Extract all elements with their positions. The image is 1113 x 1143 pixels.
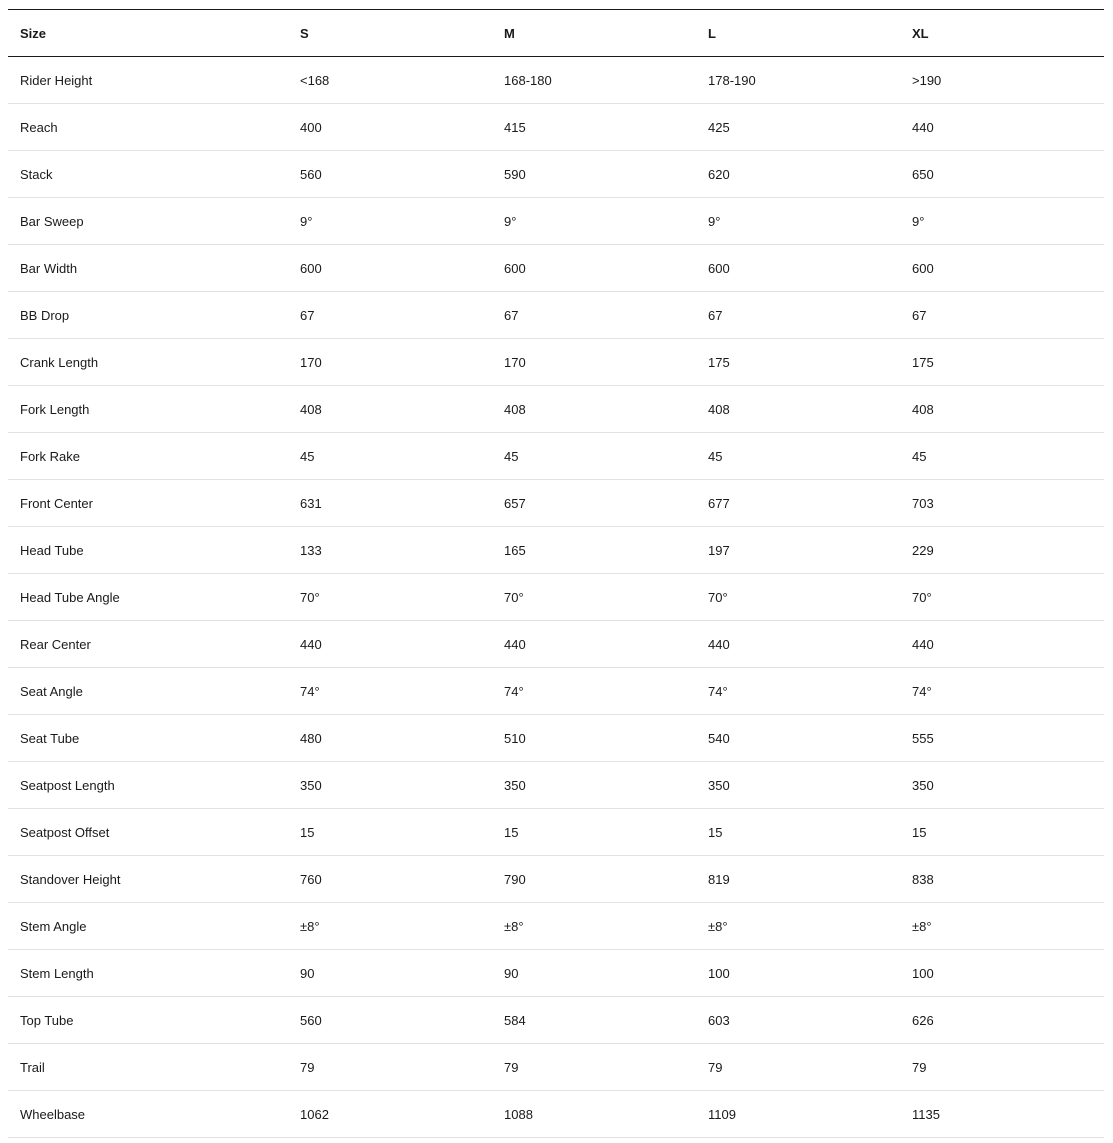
value-m: 70° — [504, 589, 524, 605]
table-header — [8, 10, 1104, 57]
value-s: 133 — [300, 542, 322, 558]
value-l: 677 — [708, 495, 730, 511]
column-header-s: S — [300, 25, 309, 41]
value-xl: 15 — [912, 824, 927, 840]
table-row — [8, 527, 1104, 574]
value-l: 67 — [708, 307, 723, 323]
value-xl: 9° — [912, 213, 925, 229]
value-xl: 67 — [912, 307, 927, 323]
column-header-m: M — [504, 25, 515, 41]
value-l: 175 — [708, 354, 730, 370]
value-xl: 74° — [912, 683, 932, 699]
value-l: 45 — [708, 448, 723, 464]
table-row — [8, 339, 1104, 386]
value-s: 440 — [300, 636, 322, 652]
row-label: Seat Tube — [20, 730, 80, 746]
value-s: 74° — [300, 683, 320, 699]
value-xl: 1135 — [912, 1106, 940, 1122]
value-s: 170 — [300, 354, 322, 370]
value-s: 560 — [300, 1012, 322, 1028]
row-label: Trail — [20, 1059, 45, 1075]
value-l: 1109 — [708, 1106, 736, 1122]
column-header-l: L — [708, 25, 716, 41]
table-row — [8, 104, 1104, 151]
value-s: 408 — [300, 401, 322, 417]
value-s: 560 — [300, 166, 322, 182]
value-s: 90 — [300, 965, 315, 981]
value-l: 197 — [708, 542, 730, 558]
row-label: Head Tube — [20, 542, 84, 558]
value-m: ±8° — [504, 918, 524, 934]
value-xl: 555 — [912, 730, 934, 746]
value-xl: 838 — [912, 871, 934, 887]
value-xl: 626 — [912, 1012, 934, 1028]
row-label: Reach — [20, 119, 58, 135]
value-s: 9° — [300, 213, 313, 229]
row-label: Wheelbase — [20, 1106, 86, 1122]
value-s: 350 — [300, 777, 322, 793]
value-m: 657 — [504, 495, 526, 511]
table-row — [8, 151, 1104, 198]
value-l: 408 — [708, 401, 730, 417]
value-l: 70° — [708, 589, 728, 605]
row-label: BB Drop — [20, 307, 70, 323]
value-s: ±8° — [300, 918, 320, 934]
table-row — [8, 668, 1104, 715]
value-xl: 600 — [912, 260, 934, 276]
value-l: 350 — [708, 777, 730, 793]
value-m: 440 — [504, 636, 526, 652]
table-row — [8, 433, 1104, 480]
row-label: Fork Rake — [20, 448, 80, 464]
table-body — [8, 57, 1104, 1138]
table-row — [8, 715, 1104, 762]
table-row — [8, 386, 1104, 433]
value-m: 408 — [504, 401, 526, 417]
row-label: Stem Angle — [20, 918, 87, 934]
value-s: <168 — [300, 72, 330, 88]
table-row — [8, 1044, 1104, 1091]
geometry-size-table — [8, 9, 1104, 1138]
value-s: 67 — [300, 307, 315, 323]
value-xl: 440 — [912, 636, 934, 652]
value-m: 600 — [504, 260, 526, 276]
value-m: 168-180 — [504, 72, 552, 88]
header-row — [8, 10, 1104, 57]
table-row — [8, 809, 1104, 856]
value-xl: 45 — [912, 448, 927, 464]
value-m: 67 — [504, 307, 519, 323]
table-row — [8, 856, 1104, 903]
value-l: 9° — [708, 213, 721, 229]
row-label: Stem Length — [20, 965, 94, 981]
value-xl: >190 — [912, 72, 942, 88]
table-row — [8, 762, 1104, 809]
value-m: 1088 — [504, 1106, 533, 1122]
value-xl: 703 — [912, 495, 934, 511]
value-m: 170 — [504, 354, 526, 370]
value-xl: 408 — [912, 401, 934, 417]
value-m: 79 — [504, 1059, 519, 1075]
value-m: 350 — [504, 777, 526, 793]
value-xl: 100 — [912, 965, 934, 981]
row-label: Seatpost Length — [20, 777, 115, 793]
value-m: 790 — [504, 871, 526, 887]
value-l: 620 — [708, 166, 730, 182]
value-xl: 79 — [912, 1059, 927, 1075]
value-s: 79 — [300, 1059, 315, 1075]
value-m: 74° — [504, 683, 524, 699]
value-m: 590 — [504, 166, 526, 182]
row-label: Crank Length — [20, 354, 99, 370]
value-s: 631 — [300, 495, 322, 511]
value-m: 510 — [504, 730, 526, 746]
column-header-size: Size — [20, 25, 47, 41]
table-row — [8, 480, 1104, 527]
table-row — [8, 198, 1104, 245]
table-row — [8, 950, 1104, 997]
row-label: Stack — [20, 166, 53, 182]
table-row — [8, 574, 1104, 621]
table-row — [8, 997, 1104, 1044]
row-label: Front Center — [20, 495, 93, 511]
table-row — [8, 1091, 1104, 1138]
value-l: 540 — [708, 730, 730, 746]
value-m: 165 — [504, 542, 526, 558]
row-label: Fork Length — [20, 401, 90, 417]
row-label: Seat Angle — [20, 683, 83, 699]
value-l: 603 — [708, 1012, 730, 1028]
table-row — [8, 292, 1104, 339]
value-l: 425 — [708, 119, 730, 135]
row-label: Standover Height — [20, 871, 121, 887]
value-xl: 175 — [912, 354, 934, 370]
row-label: Top Tube — [20, 1012, 74, 1028]
value-m: 9° — [504, 213, 517, 229]
table-row — [8, 903, 1104, 950]
row-label: Head Tube Angle — [20, 589, 120, 605]
row-label: Seatpost Offset — [20, 824, 110, 840]
value-xl: 70° — [912, 589, 932, 605]
value-s: 1062 — [300, 1106, 329, 1122]
value-m: 415 — [504, 119, 526, 135]
table-row — [8, 57, 1104, 104]
geometry-table-container — [8, 9, 1104, 1138]
row-label: Bar Width — [20, 260, 78, 276]
value-s: 760 — [300, 871, 322, 887]
value-l: 79 — [708, 1059, 723, 1075]
value-xl: 229 — [912, 542, 934, 558]
value-s: 480 — [300, 730, 322, 746]
value-s: 45 — [300, 448, 315, 464]
value-xl: 350 — [912, 777, 934, 793]
value-m: 15 — [504, 824, 519, 840]
value-l: 600 — [708, 260, 730, 276]
value-m: 45 — [504, 448, 519, 464]
value-s: 600 — [300, 260, 322, 276]
value-m: 584 — [504, 1012, 526, 1028]
value-xl: 650 — [912, 166, 934, 182]
value-s: 70° — [300, 589, 320, 605]
value-l: 440 — [708, 636, 730, 652]
value-l: 15 — [708, 824, 723, 840]
value-l: 100 — [708, 965, 730, 981]
row-label: Rider Height — [20, 72, 93, 88]
value-xl: 440 — [912, 119, 934, 135]
column-header-xl: XL — [912, 25, 929, 41]
value-l: 74° — [708, 683, 728, 699]
value-l: ±8° — [708, 918, 728, 934]
table-row — [8, 621, 1104, 668]
value-xl: ±8° — [912, 918, 932, 934]
row-label: Rear Center — [20, 636, 91, 652]
value-s: 15 — [300, 824, 315, 840]
value-l: 819 — [708, 871, 730, 887]
value-s: 400 — [300, 119, 322, 135]
table-row — [8, 245, 1104, 292]
row-label: Bar Sweep — [20, 213, 84, 229]
value-m: 90 — [504, 965, 519, 981]
value-l: 178-190 — [708, 72, 756, 88]
